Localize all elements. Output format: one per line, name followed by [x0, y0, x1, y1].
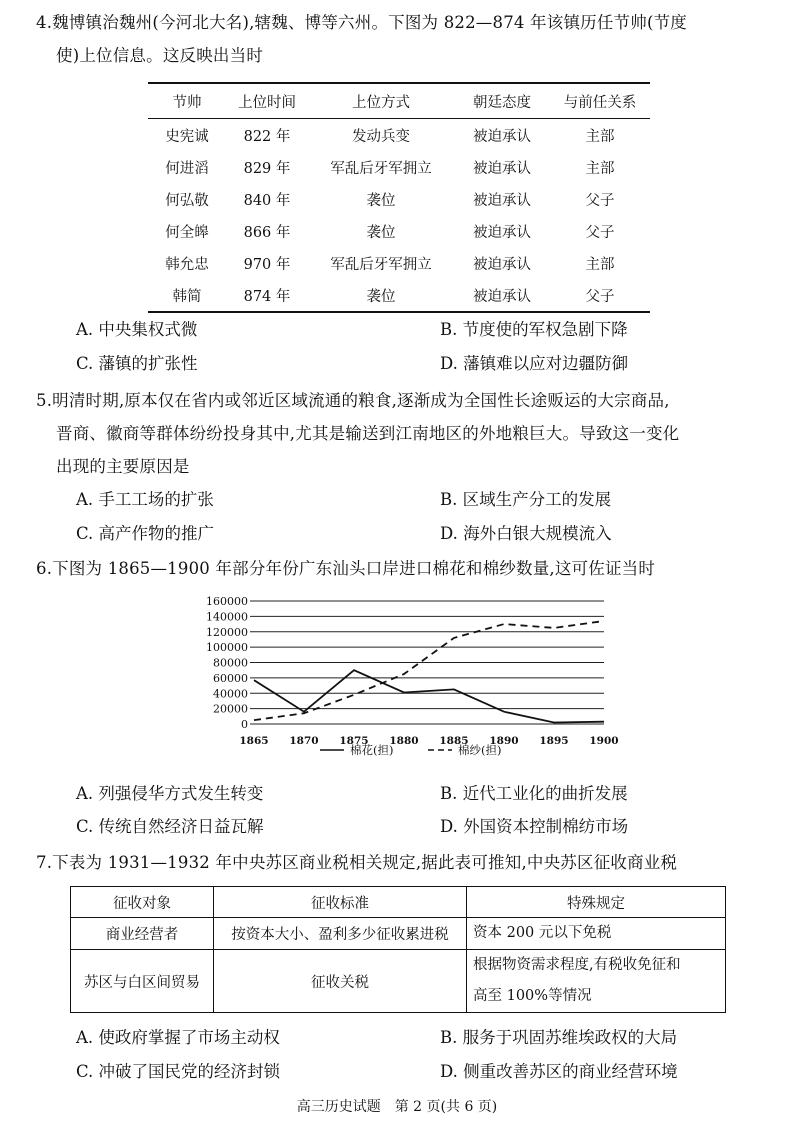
table-header: 朝廷态度: [454, 83, 550, 119]
table-header: 节帅: [148, 83, 226, 119]
x-tick-label: 1880: [389, 735, 419, 747]
q6-line-chart: [150, 592, 620, 768]
table-cell: 苏区与白区间贸易: [71, 950, 214, 1013]
q6-line1: 6.下图为 1865—1900 年部分年份广东汕头口岸进口棉花和棉纱数量,这可佐证当时: [36, 559, 656, 578]
table-cell: 袭位: [308, 279, 454, 312]
table-cell: 被迫承认: [473, 192, 531, 209]
q4-line1: 4.魏博镇治魏州(今河北大名),辖魏、博等六州。下图为 822—874 年该镇历任节帅(节度: [36, 13, 687, 32]
q7-option-d[interactable]: D. 侧重改善苏区的商业经营环境: [440, 1062, 678, 1081]
table-row: [148, 247, 650, 279]
table-cell: 按资本大小、盈利多少征收累进税: [214, 918, 467, 950]
special-rule-line-1: 根据物资需求程度,有税收免征和: [473, 957, 681, 973]
y-tick-label: 40000: [213, 687, 248, 701]
table-cell: 被迫承认: [473, 256, 531, 273]
table-cell: 征收关税: [214, 950, 467, 1013]
table-cell: 韩简: [148, 279, 226, 312]
table-cell: 父子: [550, 279, 650, 312]
table-row: [148, 279, 650, 312]
y-tick-label: 160000: [206, 595, 248, 608]
table-cell: 父子: [585, 192, 615, 209]
table-cell: 被迫承认: [473, 224, 531, 241]
q4-option-b[interactable]: B. 节度使的军权急剧下降: [440, 320, 628, 339]
x-tick-label: 1895: [539, 735, 569, 747]
table-header: 征收对象: [71, 887, 214, 918]
table-cell: 史宪诚: [165, 128, 209, 145]
table-cell: 主部: [585, 256, 615, 273]
q7-option-c[interactable]: C. 冲破了国民党的经济封锁: [76, 1062, 281, 1081]
table-cell: 韩允忠: [165, 256, 209, 273]
y-tick-label: 0: [241, 718, 248, 731]
table-cell: 970 年: [243, 256, 291, 273]
table-row: [71, 918, 726, 950]
table-cell: 829 年: [243, 160, 291, 177]
table-row: [71, 950, 726, 1013]
table-cell: 主部: [585, 160, 615, 177]
table-cell: 袭位: [366, 224, 396, 241]
y-tick-label: 20000: [213, 702, 248, 716]
page-footer: 高三历史试题 第 2 页(共 6 页): [296, 1099, 498, 1115]
series-line-cotton-yarn: [254, 621, 604, 720]
table-cell: 何全皞: [165, 224, 209, 241]
q5-option-d[interactable]: D. 海外白银大规模流入: [440, 524, 612, 543]
special-rule-line-2: 高至 100%等情况: [473, 988, 592, 1004]
q7-table-header-row: [71, 887, 726, 918]
q4-option-d[interactable]: D. 藩镇难以应对边疆防御: [440, 354, 629, 373]
q4-table-header-row: [148, 83, 650, 119]
x-tick-label: 1900: [589, 735, 619, 747]
table-cell: 822 年: [243, 128, 291, 145]
legend-label: 棉纱(担): [458, 743, 502, 757]
table-cell: 何弘敬: [165, 192, 209, 209]
q7-line1: 7.下表为 1931—1932 年中央苏区商业税相关规定,据此表可推知,中央苏区征收商业税: [36, 853, 678, 872]
table-row: [148, 151, 650, 183]
y-tick-label: 100000: [206, 641, 248, 655]
table-cell: 主部: [585, 128, 615, 145]
table-cell: 被迫承认: [473, 128, 531, 145]
question-6-stem: [36, 552, 766, 585]
q5-option-b[interactable]: B. 区域生产分工的发展: [440, 490, 612, 509]
q5-line2: 晋商、徽商等群体纷纷投身其中,尤其是输送到江南地区的外地粮巨大。导致这一变化: [56, 424, 680, 443]
x-tick-label: 1870: [289, 735, 319, 747]
question-5-stem: [36, 384, 766, 483]
q6-option-c[interactable]: C. 传统自然经济日益瓦解: [76, 817, 264, 836]
x-tick-label: 1890: [489, 735, 519, 747]
q6-option-a[interactable]: A. 列强侵华方式发生转变: [76, 784, 264, 803]
table-cell: 资本 200 元以下免税: [467, 918, 726, 950]
y-tick-label: 120000: [206, 625, 248, 639]
table-row: [148, 215, 650, 247]
table-header: 上位时间: [226, 83, 308, 119]
q4-option-a[interactable]: A. 中央集权式微: [76, 320, 198, 339]
table-cell: 840 年: [243, 192, 291, 209]
y-tick-label: 60000: [213, 671, 248, 685]
q7-table: [70, 886, 726, 1013]
table-cell-multiline: [467, 950, 726, 1013]
table-header: 特殊规定: [467, 887, 726, 918]
q6-option-d[interactable]: D. 外国资本控制棉纺市场: [440, 817, 629, 836]
q5-line1: 5.明清时期,原本仅在省内或邻近区域流通的粮食,逐渐成为全国性长途贩运的大宗商品,: [36, 391, 670, 410]
q5-line3: 出现的主要原因是: [56, 457, 190, 476]
table-cell: 何进滔: [165, 160, 209, 177]
q4-line2: 使)上位信息。这反映出当时: [56, 46, 264, 65]
table-cell: 被迫承认: [473, 160, 531, 177]
table-header: 与前任关系: [550, 83, 650, 119]
x-tick-label: 1875: [339, 735, 369, 747]
table-cell: 被迫承认: [454, 279, 550, 312]
table-cell: 866 年: [243, 224, 291, 241]
table-row: [148, 119, 650, 152]
legend-label: 棉花(担): [350, 743, 394, 757]
table-cell: 袭位: [366, 192, 396, 209]
table-header: 征收标准: [214, 887, 467, 918]
q7-option-a[interactable]: A. 使政府掌握了市场主动权: [76, 1028, 280, 1047]
table-cell: 父子: [585, 224, 615, 241]
q4-table: [148, 82, 650, 313]
table-cell: 874 年: [226, 279, 308, 312]
question-7-stem: [36, 846, 766, 879]
x-tick-label: 1865: [239, 735, 269, 747]
x-tick-label: 1885: [439, 735, 469, 747]
question-4-stem: [36, 6, 766, 72]
y-tick-label: 80000: [213, 656, 248, 670]
table-cell: 军乱后牙军拥立: [330, 256, 432, 273]
table-cell: 商业经营者: [71, 918, 214, 950]
table-cell: 军乱后牙军拥立: [330, 160, 432, 177]
q7-option-b[interactable]: B. 服务于巩固苏维埃政权的大局: [440, 1028, 678, 1047]
q4-option-c[interactable]: C. 藩镇的扩张性: [76, 354, 198, 373]
table-cell: 发动兵变: [352, 128, 410, 145]
q5-option-c[interactable]: C. 高产作物的推广: [76, 524, 215, 543]
table-header: 上位方式: [308, 83, 454, 119]
q6-option-b[interactable]: B. 近代工业化的曲折发展: [440, 784, 628, 803]
y-tick-label: 140000: [206, 610, 248, 624]
table-row: [148, 183, 650, 215]
q5-option-a[interactable]: A. 手工工场的扩张: [76, 490, 214, 509]
